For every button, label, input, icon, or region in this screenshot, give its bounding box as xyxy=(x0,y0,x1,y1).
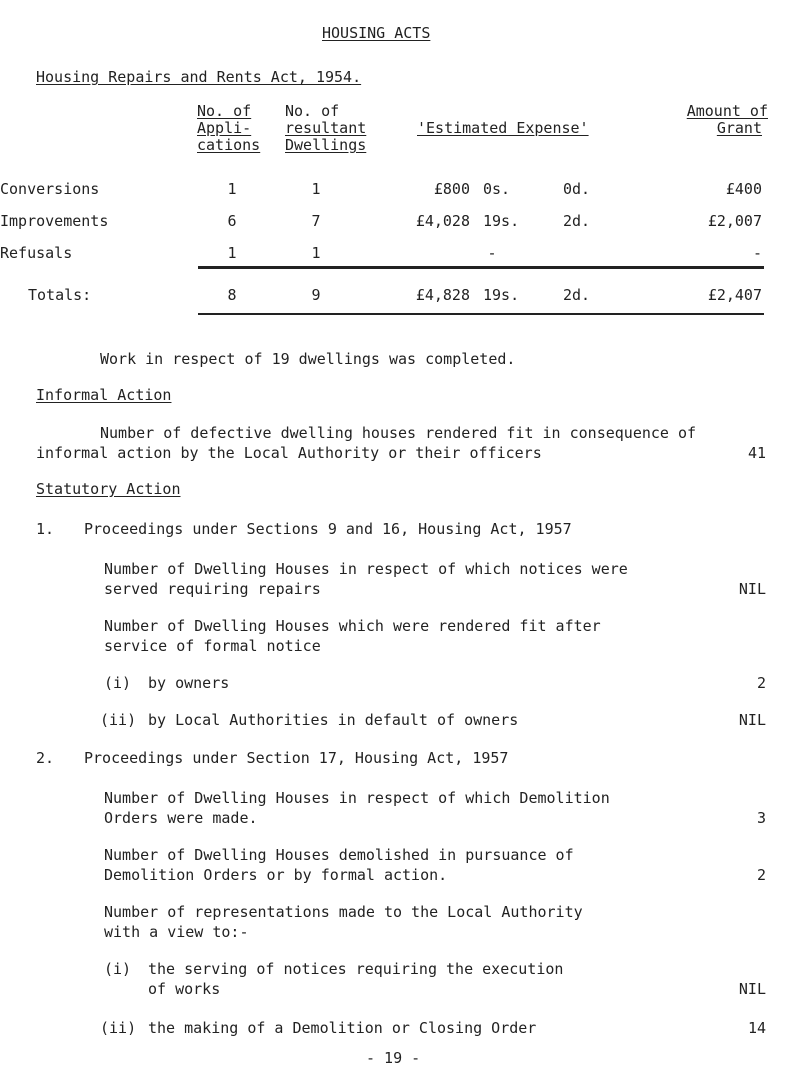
header-dwellings-2: resultant xyxy=(285,119,367,137)
informal-line-1: Number of defective dwelling houses rendered fit in consequence of xyxy=(100,424,697,442)
row-dwellings: 7 xyxy=(311,212,321,230)
header-grant-2: Grant xyxy=(716,119,762,137)
s2-i-line-2: of works xyxy=(148,980,221,998)
header-expense: 'Estimated Expense' xyxy=(417,119,589,137)
row-grant: - xyxy=(752,244,762,262)
totals-top-rule xyxy=(198,266,764,269)
totals-bottom-rule xyxy=(198,313,764,315)
s1-ii-value: NIL xyxy=(738,711,766,729)
s1a-line-2: served requiring repairs xyxy=(104,580,321,598)
s1-i-value: 2 xyxy=(756,674,766,692)
totals-dwellings: 9 xyxy=(311,286,321,304)
header-dwellings-1: No. of xyxy=(285,102,340,120)
statutory-action-title: Statutory Action xyxy=(36,480,181,498)
row-grant: £2,007 xyxy=(707,212,762,230)
s1b-line-2: service of formal notice xyxy=(104,637,321,655)
informal-line-2: informal action by the Local Authority or their officers xyxy=(36,444,542,462)
s1a-value: NIL xyxy=(738,580,766,598)
s1-ii-number: (ii) xyxy=(100,711,137,729)
header-dwellings-3: Dwellings xyxy=(285,136,367,154)
s1a-line-1: Number of Dwelling Houses in respect of which notices were xyxy=(104,560,628,578)
s2-ii-text: the making of a Demolition or Closing Order xyxy=(148,1019,537,1037)
section-2-number: 2. xyxy=(36,749,55,767)
row-expense-shillings: 0s. xyxy=(483,180,511,198)
header-applications-2: Appli- xyxy=(197,119,252,137)
section-1-title: Proceedings under Sections 9 and 16, Housing Act, 1957 xyxy=(84,520,572,538)
header-applications-3: cations xyxy=(197,136,261,154)
totals-label: Totals: xyxy=(28,286,92,304)
totals-expense-pence: 2d. xyxy=(563,286,591,304)
row-dwellings: 1 xyxy=(311,244,321,262)
s1-i-text: by owners xyxy=(148,674,230,692)
page-number: - 19 - xyxy=(366,1049,421,1067)
s2b-line-2: Demolition Orders or by formal action. xyxy=(104,866,448,884)
row-grant: £400 xyxy=(725,180,762,198)
totals-grant: £2,407 xyxy=(707,286,762,304)
s2c-line-2: with a view to:- xyxy=(104,923,249,941)
row-label: Conversions xyxy=(0,180,100,198)
s2a-value: 3 xyxy=(756,809,766,827)
row-expense-dash: - xyxy=(487,244,497,262)
s2a-line-2: Orders were made. xyxy=(104,809,258,827)
s1-ii-text: by Local Authorities in default of owners xyxy=(148,711,519,729)
s2-i-line-1: the serving of notices requiring the execution xyxy=(148,960,564,978)
s2b-line-1: Number of Dwelling Houses demolished in pursuance of xyxy=(104,846,574,864)
totals-expense-shillings: 19s. xyxy=(483,286,520,304)
section-2-title: Proceedings under Section 17, Housing Act, 1957 xyxy=(84,749,509,767)
row-applications: 6 xyxy=(227,212,237,230)
row-label: Refusals xyxy=(0,244,73,262)
s1-i-number: (i) xyxy=(104,674,132,692)
row-dwellings: 1 xyxy=(311,180,321,198)
s2a-line-1: Number of Dwelling Houses in respect of which Demolition xyxy=(104,789,610,807)
row-expense-pounds: £800 xyxy=(433,180,470,198)
s2-i-value: NIL xyxy=(738,980,766,998)
s2-i-number: (i) xyxy=(104,960,132,978)
work-completed-text: Work in respect of 19 dwellings was completed. xyxy=(100,350,516,368)
page-heading: HOUSING ACTS xyxy=(322,24,431,42)
totals-applications: 8 xyxy=(227,286,237,304)
s1b-line-1: Number of Dwelling Houses which were rendered fit after xyxy=(104,617,601,635)
totals-expense-pounds: £4,828 xyxy=(415,286,470,304)
s2-ii-number: (ii) xyxy=(100,1019,137,1037)
row-expense-pounds: £4,028 xyxy=(415,212,470,230)
row-applications: 1 xyxy=(227,180,237,198)
act-subheading: Housing Repairs and Rents Act, 1954. xyxy=(36,68,362,86)
s2c-line-1: Number of representations made to the Local Authority xyxy=(104,903,583,921)
informal-value: 41 xyxy=(747,444,766,462)
header-applications-1: No. of xyxy=(197,102,252,120)
section-1-number: 1. xyxy=(36,520,55,538)
header-grant-1: Amount of xyxy=(686,102,768,120)
row-label: Improvements xyxy=(0,212,109,230)
row-expense-shillings: 19s. xyxy=(483,212,520,230)
row-expense-pence: 0d. xyxy=(563,180,591,198)
informal-action-title: Informal Action xyxy=(36,386,172,404)
s2b-value: 2 xyxy=(756,866,766,884)
s2-ii-value: 14 xyxy=(747,1019,766,1037)
row-applications: 1 xyxy=(227,244,237,262)
row-expense-pence: 2d. xyxy=(563,212,591,230)
